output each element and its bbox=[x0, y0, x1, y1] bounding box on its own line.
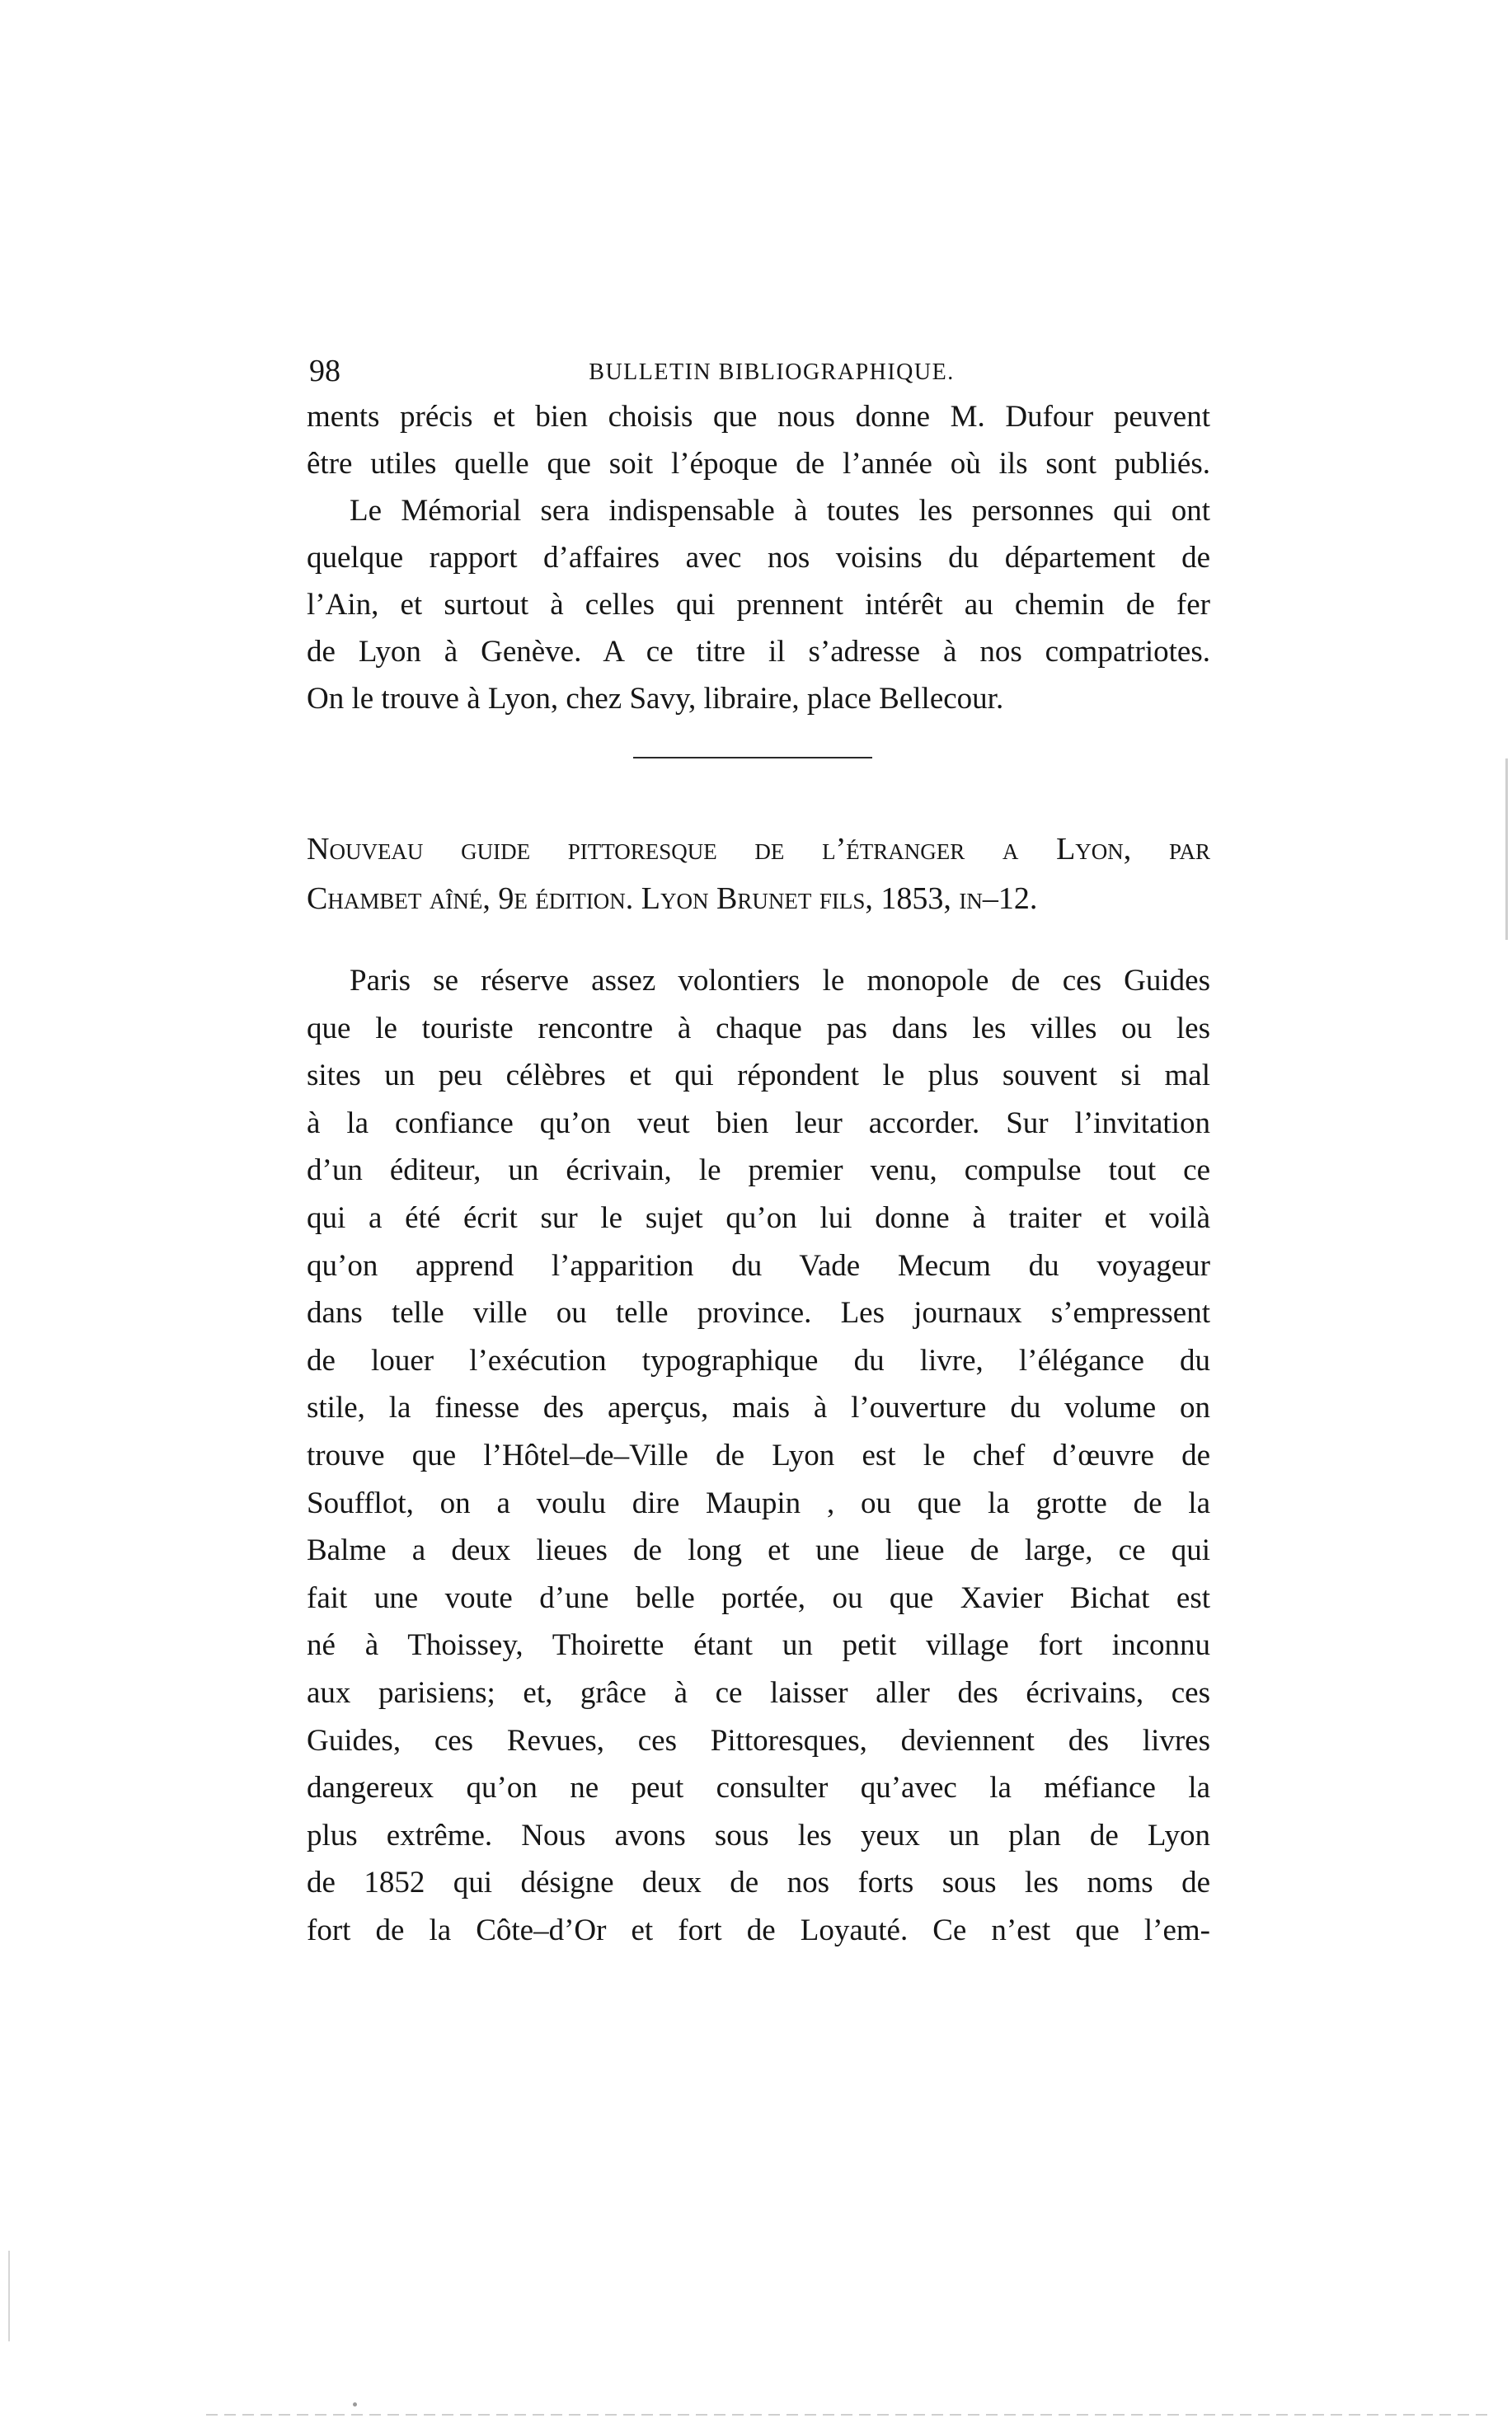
text-line: qu’on apprend l’apparition du Vade Mecum du voyageur bbox=[307, 1248, 1210, 1283]
text-line: ments précis et bien choisis que nous donne M. Dufour peuvent bbox=[307, 400, 1210, 434]
text-line: de louer l’exécution typographique du livre, l’élégance du bbox=[307, 1343, 1210, 1378]
section-divider bbox=[633, 757, 872, 758]
text-line: que le touriste rencontre à chaque pas dans les villes ou les bbox=[307, 1011, 1210, 1045]
text-line: de Lyon à Genève. A ce titre il s’adresse à nos compatriotes. bbox=[307, 635, 1210, 669]
text-line: trouve que l’Hôtel–de–Ville de Lyon est le chef d’œuvre de bbox=[307, 1438, 1210, 1472]
main-paragraph bbox=[307, 957, 1210, 1954]
scan-edge-mark bbox=[206, 2414, 1492, 2416]
text-line: quelque rapport d’affaires avec nos voisins du département de bbox=[307, 541, 1210, 575]
text-line: stile, la finesse des aperçus, mais à l’ouverture du volume on bbox=[307, 1391, 1210, 1425]
scan-speck bbox=[353, 2402, 357, 2407]
text-line: plus extrême. Nous avons sous les yeux un plan de Lyon bbox=[307, 1818, 1210, 1852]
text-line: Guides, ces Revues, ces Pittoresques, deviennent des livres bbox=[307, 1723, 1210, 1758]
text-line: l’Ain, et surtout à celles qui prennent intérêt au chemin de fer bbox=[307, 588, 1210, 622]
text-line: Paris se réserve assez volontiers le monopole de ces Guides bbox=[350, 964, 1210, 998]
text-line: Soufflot, on a voulu dire Maupin , ou que la grotte de la bbox=[307, 1486, 1210, 1520]
heading-line: Chambet aîné, 9e édition. Lyon Brunet fils, 1853, in–12. bbox=[307, 881, 1038, 916]
text-line: être utiles quelle que soit l’époque de l’année où ils sont publiés. bbox=[307, 447, 1210, 481]
running-title: BULLETIN BIBLIOGRAPHIQUE. bbox=[589, 359, 955, 385]
scan-edge-mark bbox=[8, 2251, 10, 2341]
running-head bbox=[309, 350, 1209, 392]
text-line: dangereux qu’on ne peut consulter qu’avec la méfiance la bbox=[307, 1771, 1210, 1806]
text-line: de 1852 qui désigne deux de nos forts sous les noms de bbox=[307, 1866, 1210, 1900]
text-line: qui a été écrit sur le sujet qu’on lui donne à traiter et voilà bbox=[307, 1200, 1210, 1235]
text-line: Le Mémorial sera indispensable à toutes les personnes qui ont bbox=[350, 494, 1210, 528]
review-heading bbox=[307, 824, 1210, 923]
text-line: dans telle ville ou telle province. Les journaux s’empressent bbox=[307, 1296, 1210, 1331]
text-line: fait une voute d’une belle portée, ou que Xavier Bichat est bbox=[307, 1580, 1210, 1615]
text-line: Balme a deux lieues de long et une lieue de large, ce qui bbox=[307, 1533, 1210, 1568]
text-line: né à Thoissey, Thoirette étant un petit village fort inconnu bbox=[307, 1628, 1210, 1663]
heading-line: Nouveau guide pittoresque de l’étranger a Lyon, par bbox=[307, 832, 1210, 866]
text-line: On le trouve à Lyon, chez Savy, libraire, place Bellecour. bbox=[307, 682, 1004, 716]
scan-edge-mark bbox=[1505, 758, 1508, 940]
page-number: 98 bbox=[309, 354, 340, 388]
text-line: sites un peu célèbres et qui répondent le plus souvent si mal bbox=[307, 1059, 1210, 1093]
text-line: à la confiance qu’on veut bien leur accorder. Sur l’invitation bbox=[307, 1106, 1210, 1140]
text-line: d’un éditeur, un écrivain, le premier venu, compulse tout ce bbox=[307, 1153, 1210, 1188]
top-paragraph bbox=[307, 393, 1210, 722]
text-line: aux parisiens; et, grâce à ce laisser aller des écrivains, ces bbox=[307, 1675, 1210, 1710]
text-line: fort de la Côte–d’Or et fort de Loyauté. Ce n’est que l’em- bbox=[307, 1913, 1210, 1947]
